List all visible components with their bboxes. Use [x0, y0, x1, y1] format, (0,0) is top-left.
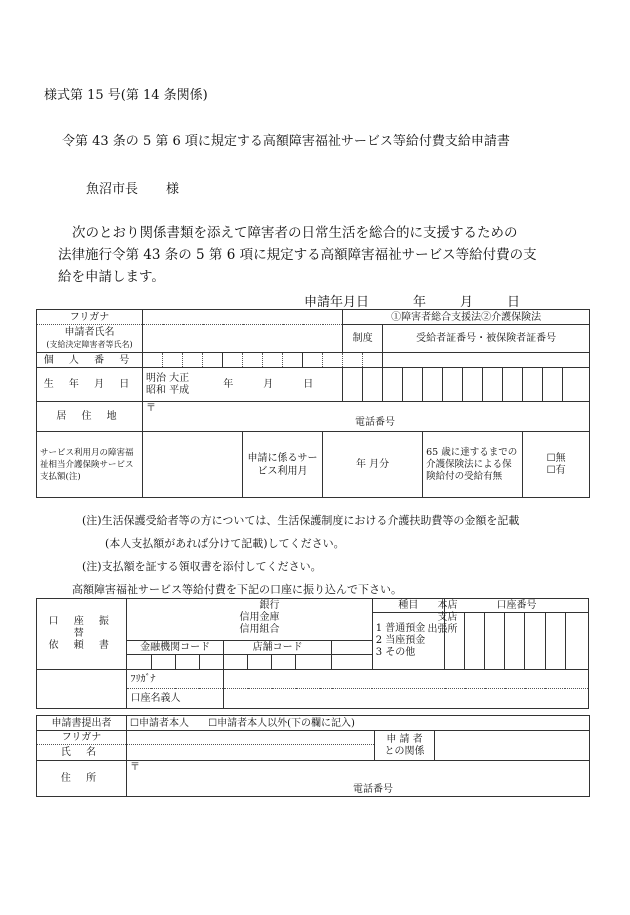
- account-digit[interactable]: [565, 613, 588, 670]
- cert-digit[interactable]: [463, 368, 483, 402]
- system-label: 制度: [343, 325, 383, 353]
- branch-type: 支店: [437, 612, 458, 623]
- era-row: 明治 大正: [146, 372, 190, 384]
- account-holder-label: 口座名義人: [127, 689, 223, 709]
- intro-line: 次のとおり関係書類を添えて障害者の日常生活を総合的に支援するための: [72, 225, 518, 241]
- cert-number-label: 受給者証番号・被保険者証番号: [383, 325, 590, 353]
- name-sublabel: (支給決定障害者等氏名): [46, 339, 133, 349]
- note-line: (本人支払額があれば分けて記載)してください。: [105, 537, 345, 550]
- submitter-name-field[interactable]: [127, 745, 375, 761]
- postal-mark: 〒: [146, 403, 156, 414]
- personal-number-digit[interactable]: [143, 353, 163, 368]
- cert-digit[interactable]: [503, 368, 523, 402]
- postal-mark: 〒: [130, 762, 140, 773]
- bank-label-line: 口 座 振 替: [48, 616, 115, 639]
- cert-digit[interactable]: [423, 368, 443, 402]
- service-amount-label: サービス利用月の障害福祉相当介護保険サービス支払額(注): [37, 432, 143, 498]
- branch-type: 本店: [437, 600, 458, 611]
- relation-field[interactable]: [435, 731, 590, 761]
- furigana-field[interactable]: [143, 310, 343, 325]
- personal-number-digit[interactable]: [243, 353, 263, 368]
- bank-code-digit[interactable]: [151, 655, 175, 670]
- note-line: (注)生活保護受給者等の方については、生活保護制度における介護扶助費等の金額を記載: [82, 514, 520, 527]
- birth-date-label: 生 年 月 日: [37, 368, 143, 402]
- cert-digit[interactable]: [543, 368, 563, 402]
- law-label: ①障害者総合支援法②介護保険法: [343, 310, 590, 325]
- personal-number-digit[interactable]: [223, 353, 243, 368]
- intro-line: 給を申請します。: [58, 269, 165, 285]
- account-holder-field[interactable]: [223, 689, 588, 709]
- branch-code-digit[interactable]: [248, 655, 272, 670]
- branch-code-label: 店舗コード: [223, 641, 331, 655]
- care-insurance-options: [523, 432, 590, 498]
- cert-digit[interactable]: [363, 368, 383, 402]
- bank-transfer-label: [37, 599, 127, 670]
- era-options: [146, 373, 189, 397]
- holder-furigana-label: ﾌﾘｶﾞﾅ: [127, 670, 223, 689]
- birth-month: 月: [263, 379, 274, 390]
- checkbox-yes[interactable]: ☐有: [546, 464, 566, 476]
- furigana-label: フリガナ: [37, 310, 143, 325]
- address-field[interactable]: [143, 402, 590, 432]
- date-label: 申請年月日: [304, 295, 370, 310]
- bank-label-line: 依 頼 書: [48, 640, 115, 651]
- personal-number-digit[interactable]: [303, 353, 323, 368]
- checkbox-none[interactable]: ☐無: [546, 452, 566, 464]
- addressee-suffix: 様: [166, 182, 180, 197]
- address-label: 居 住 地: [37, 402, 143, 432]
- bank-code-digit[interactable]: [175, 655, 199, 670]
- bank-code-label: 金融機関コード: [127, 641, 223, 655]
- applicant-table: [36, 309, 590, 498]
- form-number: 様式第 15 号(第 14 条関係): [44, 88, 208, 103]
- personal-number-label: 個 人 番 号: [37, 353, 143, 368]
- personal-number-digit[interactable]: [283, 353, 303, 368]
- addressee: [86, 178, 179, 197]
- phone-label: 電話番号: [353, 784, 393, 795]
- applicant-name-field[interactable]: [143, 325, 343, 353]
- birth-year: 年: [223, 379, 234, 390]
- account-digit[interactable]: [545, 613, 565, 670]
- bank-type: 信用組合: [239, 624, 280, 635]
- personal-number-digit[interactable]: [263, 353, 283, 368]
- document-title: 令第 43 条の 5 第 6 項に規定する高額障害福祉サービス等給付費支給申請書: [62, 134, 510, 149]
- checkbox-other[interactable]: ☐申請者本人以外(下の欄に記入): [208, 717, 355, 729]
- date-year: 年: [413, 295, 427, 310]
- birth-date-field[interactable]: [143, 368, 343, 402]
- bank-table: [36, 598, 589, 709]
- account-digit[interactable]: [505, 613, 525, 670]
- bank-code-digit[interactable]: [127, 655, 151, 670]
- kind-option[interactable]: 2 当座預金: [375, 635, 426, 646]
- submitter-furigana-field[interactable]: [127, 731, 375, 745]
- submitter-address-label: 住 所: [37, 761, 127, 797]
- relation-label: [375, 731, 435, 761]
- bank-type: 銀行: [259, 600, 280, 611]
- account-digit[interactable]: [525, 613, 545, 670]
- cert-digit[interactable]: [443, 368, 463, 402]
- kind-label: 種目: [372, 599, 444, 613]
- submitter-options: [127, 716, 590, 731]
- account-digit[interactable]: [465, 613, 485, 670]
- submitter-table: [36, 715, 590, 797]
- cert-digit[interactable]: [383, 368, 403, 402]
- branch-code-digit[interactable]: [223, 655, 247, 670]
- branch-code-digit[interactable]: [272, 655, 296, 670]
- note-line: 高額障害福祉サービス等給付費を下記の口座に振り込んで下さい。: [72, 583, 402, 596]
- name-label: 申請者氏名: [64, 326, 115, 338]
- personal-number-digit[interactable]: [323, 353, 343, 368]
- personal-number-digit[interactable]: [343, 353, 363, 368]
- care-insurance-label: 65 歳に達するまでの介護保険法による保険給付の受給有無: [423, 432, 523, 498]
- submitter-address-field[interactable]: [127, 761, 590, 797]
- bank-type: 信用金庫: [239, 612, 280, 623]
- holder-furigana-field[interactable]: [223, 670, 588, 689]
- submitter-furigana-label: フリガナ: [37, 731, 127, 745]
- service-month-field[interactable]: 年 月分: [323, 432, 423, 498]
- service-amount-field[interactable]: [143, 432, 243, 498]
- cert-digit[interactable]: [343, 368, 363, 402]
- relation-line: との関係: [384, 745, 425, 757]
- kind-option[interactable]: 3 その他: [375, 647, 416, 658]
- personal-number-digit[interactable]: [183, 353, 203, 368]
- date-month: 月: [460, 295, 474, 310]
- submitter-label: 申請書提出者: [37, 716, 127, 731]
- phone-label: 電話番号: [355, 417, 395, 428]
- service-month-label: 申請に係るサービス利用月: [243, 432, 323, 498]
- account-number-label: 口座番号: [445, 599, 589, 613]
- personal-number-digit[interactable]: [363, 353, 383, 368]
- submitter-name-label: 氏 名: [37, 745, 127, 761]
- personal-number-digit[interactable]: [203, 353, 223, 368]
- applicant-name-label: [37, 325, 143, 353]
- cert-digit[interactable]: [523, 368, 543, 402]
- intro-text: [58, 222, 537, 288]
- branch-type: 出張所: [427, 624, 458, 635]
- account-digit[interactable]: [485, 613, 505, 670]
- era-row: 昭和 平成: [146, 384, 190, 396]
- checkbox-self[interactable]: ☐申請者本人: [130, 717, 189, 729]
- application-date: [304, 291, 520, 310]
- birth-day: 日: [303, 379, 314, 390]
- date-day: 日: [507, 295, 521, 310]
- personal-number-digit[interactable]: [163, 353, 183, 368]
- relation-line: 申 請 者: [386, 733, 423, 745]
- kind-option[interactable]: 1 普通預金: [375, 623, 426, 634]
- personal-number-rest: [383, 353, 590, 368]
- cert-digit[interactable]: [483, 368, 503, 402]
- note-line: (注)支払額を証する領収書を添付してください。: [82, 560, 322, 573]
- addressee-name: 魚沼市長: [86, 182, 139, 197]
- bank-code-digit[interactable]: [199, 655, 223, 670]
- cert-digit[interactable]: [403, 368, 423, 402]
- cert-digit[interactable]: [563, 368, 590, 402]
- intro-line: 法律施行令第 43 条の 5 第 6 項に規定する高額障害福祉サービス等給付費の支: [58, 247, 537, 263]
